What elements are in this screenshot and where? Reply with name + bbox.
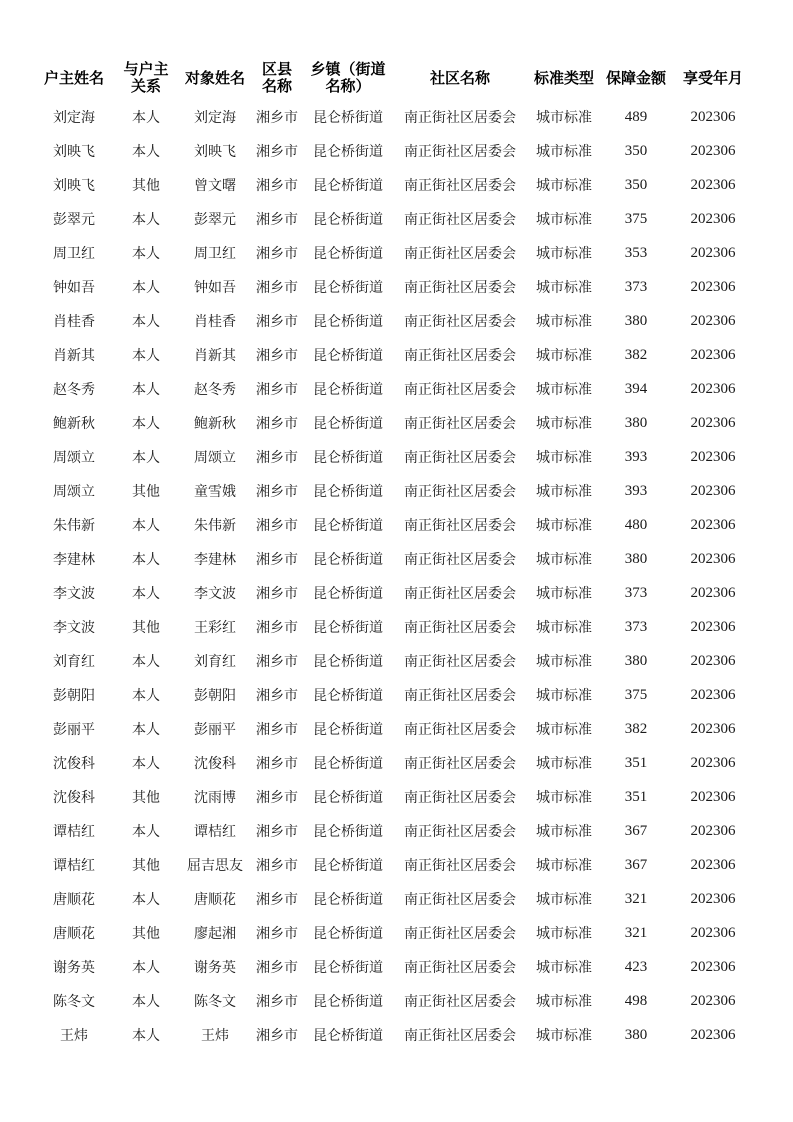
county-cell: 湘乡市 — [256, 348, 298, 364]
township-cell: 昆仑桥街道 — [313, 892, 383, 908]
household-head-cell: 李建林 — [53, 552, 95, 568]
county-cell: 湘乡市 — [256, 518, 298, 534]
household-head-cell: 肖新其 — [53, 348, 95, 364]
amount-cell: 489 — [624, 108, 648, 125]
table-row — [35, 814, 755, 848]
county-cell: 湘乡市 — [256, 212, 298, 228]
amount-cell: 350 — [624, 142, 648, 159]
recipient-name-cell: 陈冬文 — [194, 994, 236, 1010]
table-row — [35, 1018, 755, 1052]
standard-type-cell: 城市标准 — [536, 552, 592, 568]
community-cell: 南正街社区居委会 — [404, 518, 516, 534]
relation-cell: 本人 — [132, 212, 160, 228]
table-row — [35, 406, 755, 440]
recipient-name-cell: 王彩红 — [194, 620, 236, 636]
standard-type-cell: 城市标准 — [536, 926, 592, 942]
relation-cell: 本人 — [132, 552, 160, 568]
amount-cell: 367 — [624, 822, 648, 839]
recipient-name-cell: 李建林 — [194, 552, 236, 568]
amount-cell: 393 — [624, 482, 648, 499]
month-cell: 202306 — [690, 958, 736, 975]
table-row — [35, 338, 755, 372]
month-cell: 202306 — [690, 822, 736, 839]
table-row — [35, 168, 755, 202]
month-cell: 202306 — [690, 1026, 736, 1043]
month-cell: 202306 — [690, 890, 736, 907]
county-cell: 湘乡市 — [256, 314, 298, 330]
community-cell: 南正街社区居委会 — [404, 1028, 516, 1044]
recipient-name-cell: 刘定海 — [194, 110, 236, 126]
county-cell: 湘乡市 — [256, 858, 298, 874]
amount-cell: 321 — [624, 890, 648, 907]
household-head-cell: 刘育红 — [53, 654, 95, 670]
community-cell: 南正街社区居委会 — [404, 314, 516, 330]
relation-cell: 其他 — [132, 484, 160, 500]
header-recipient-name: 对象姓名 — [184, 68, 245, 87]
county-cell: 湘乡市 — [256, 110, 298, 126]
community-cell: 南正街社区居委会 — [404, 348, 516, 364]
month-cell: 202306 — [690, 482, 736, 499]
standard-type-cell: 城市标准 — [536, 858, 592, 874]
recipient-name-cell: 谢务英 — [194, 960, 236, 976]
standard-type-cell: 城市标准 — [536, 484, 592, 500]
relation-cell: 本人 — [132, 892, 160, 908]
county-cell: 湘乡市 — [256, 178, 298, 194]
township-cell: 昆仑桥街道 — [313, 960, 383, 976]
month-cell: 202306 — [690, 754, 736, 771]
household-head-cell: 李文波 — [53, 586, 95, 602]
table-row — [35, 202, 755, 236]
month-cell: 202306 — [690, 346, 736, 363]
month-cell: 202306 — [690, 550, 736, 567]
township-cell: 昆仑桥街道 — [313, 314, 383, 330]
month-cell: 202306 — [690, 142, 736, 159]
amount-cell: 393 — [624, 448, 648, 465]
household-head-cell: 刘映飞 — [53, 178, 95, 194]
community-cell: 南正街社区居委会 — [404, 994, 516, 1010]
recipient-name-cell: 赵冬秀 — [194, 382, 236, 398]
standard-type-cell: 城市标准 — [536, 212, 592, 228]
community-cell: 南正街社区居委会 — [404, 246, 516, 262]
standard-type-cell: 城市标准 — [536, 688, 592, 704]
county-cell: 湘乡市 — [256, 586, 298, 602]
township-cell: 昆仑桥街道 — [313, 1028, 383, 1044]
community-cell: 南正街社区居委会 — [404, 450, 516, 466]
county-cell: 湘乡市 — [256, 280, 298, 296]
table-row — [35, 134, 755, 168]
month-cell: 202306 — [690, 244, 736, 261]
table-row — [35, 508, 755, 542]
standard-type-cell: 城市标准 — [536, 892, 592, 908]
standard-type-cell: 城市标准 — [536, 416, 592, 432]
standard-type-cell: 城市标准 — [536, 790, 592, 806]
table-row — [35, 984, 755, 1018]
table-row — [35, 916, 755, 950]
township-cell: 昆仑桥街道 — [313, 416, 383, 432]
household-head-cell: 周颂立 — [53, 484, 95, 500]
table-row — [35, 100, 755, 134]
township-cell: 昆仑桥街道 — [313, 280, 383, 296]
relation-cell: 本人 — [132, 246, 160, 262]
amount-cell: 375 — [624, 686, 648, 703]
community-cell: 南正街社区居委会 — [404, 382, 516, 398]
table-row — [35, 746, 755, 780]
relation-cell: 本人 — [132, 824, 160, 840]
community-cell: 南正街社区居委会 — [404, 178, 516, 194]
recipient-name-cell: 彭朝阳 — [194, 688, 236, 704]
relation-cell: 本人 — [132, 314, 160, 330]
recipient-name-cell: 曾文曙 — [194, 178, 236, 194]
table-row — [35, 304, 755, 338]
standard-type-cell: 城市标准 — [536, 348, 592, 364]
table-body — [35, 100, 755, 1052]
household-head-cell: 谭桔红 — [53, 858, 95, 874]
community-cell: 南正街社区居委会 — [404, 858, 516, 874]
standard-type-cell: 城市标准 — [536, 1028, 592, 1044]
standard-type-cell: 城市标准 — [536, 314, 592, 330]
township-cell: 昆仑桥街道 — [313, 212, 383, 228]
household-head-cell: 彭朝阳 — [53, 688, 95, 704]
amount-cell: 380 — [624, 414, 648, 431]
county-cell: 湘乡市 — [256, 382, 298, 398]
header-household-head: 户主姓名 — [43, 68, 104, 87]
community-cell: 南正街社区居委会 — [404, 144, 516, 160]
standard-type-cell: 城市标准 — [536, 654, 592, 670]
recipient-name-cell: 童雪娥 — [194, 484, 236, 500]
household-head-cell: 李文波 — [53, 620, 95, 636]
amount-cell: 351 — [624, 788, 648, 805]
recipient-name-cell: 肖新其 — [194, 348, 236, 364]
county-cell: 湘乡市 — [256, 994, 298, 1010]
header-row — [35, 56, 755, 100]
month-cell: 202306 — [690, 924, 736, 941]
relation-cell: 本人 — [132, 586, 160, 602]
month-cell: 202306 — [690, 176, 736, 193]
amount-cell: 373 — [624, 278, 648, 295]
relation-cell: 其他 — [132, 620, 160, 636]
standard-type-cell: 城市标准 — [536, 586, 592, 602]
household-head-cell: 周颂立 — [53, 450, 95, 466]
county-cell: 湘乡市 — [256, 144, 298, 160]
household-head-cell: 沈俊科 — [53, 756, 95, 772]
month-cell: 202306 — [690, 414, 736, 431]
standard-type-cell: 城市标准 — [536, 756, 592, 772]
recipient-name-cell: 朱伟新 — [194, 518, 236, 534]
household-head-cell: 谭桔红 — [53, 824, 95, 840]
county-cell: 湘乡市 — [256, 790, 298, 806]
month-cell: 202306 — [690, 992, 736, 1009]
township-cell: 昆仑桥街道 — [313, 178, 383, 194]
township-cell: 昆仑桥街道 — [313, 654, 383, 670]
county-cell: 湘乡市 — [256, 552, 298, 568]
month-cell: 202306 — [690, 312, 736, 329]
amount-cell: 321 — [624, 924, 648, 941]
standard-type-cell: 城市标准 — [536, 994, 592, 1010]
standard-type-cell: 城市标准 — [536, 722, 592, 738]
county-cell: 湘乡市 — [256, 892, 298, 908]
amount-cell: 353 — [624, 244, 648, 261]
table-row — [35, 950, 755, 984]
relation-cell: 本人 — [132, 416, 160, 432]
amount-cell: 394 — [624, 380, 648, 397]
county-cell: 湘乡市 — [256, 450, 298, 466]
recipient-name-cell: 屈吉思友 — [187, 858, 243, 874]
relation-cell: 本人 — [132, 688, 160, 704]
relation-cell: 本人 — [132, 110, 160, 126]
amount-cell: 380 — [624, 1026, 648, 1043]
township-cell: 昆仑桥街道 — [313, 858, 383, 874]
header-community: 社区名称 — [429, 68, 490, 87]
relation-cell: 其他 — [132, 178, 160, 194]
household-head-cell: 谢务英 — [53, 960, 95, 976]
month-cell: 202306 — [690, 516, 736, 533]
month-cell: 202306 — [690, 108, 736, 125]
table-row — [35, 780, 755, 814]
community-cell: 南正街社区居委会 — [404, 620, 516, 636]
amount-cell: 351 — [624, 754, 648, 771]
community-cell: 南正街社区居委会 — [404, 892, 516, 908]
community-cell: 南正街社区居委会 — [404, 484, 516, 500]
household-head-cell: 刘映飞 — [53, 144, 95, 160]
table-row — [35, 678, 755, 712]
household-head-cell: 肖桂香 — [53, 314, 95, 330]
header-county: 区县 名称 — [261, 60, 292, 95]
household-head-cell: 沈俊科 — [53, 790, 95, 806]
county-cell: 湘乡市 — [256, 824, 298, 840]
relation-cell: 本人 — [132, 960, 160, 976]
relation-cell: 本人 — [132, 280, 160, 296]
month-cell: 202306 — [690, 584, 736, 601]
township-cell: 昆仑桥街道 — [313, 110, 383, 126]
township-cell: 昆仑桥街道 — [313, 144, 383, 160]
recipient-name-cell: 王炜 — [201, 1028, 229, 1044]
recipient-name-cell: 李文波 — [194, 586, 236, 602]
table-row — [35, 440, 755, 474]
relation-cell: 本人 — [132, 144, 160, 160]
county-cell: 湘乡市 — [256, 416, 298, 432]
month-cell: 202306 — [690, 380, 736, 397]
community-cell: 南正街社区居委会 — [404, 416, 516, 432]
amount-cell: 380 — [624, 652, 648, 669]
standard-type-cell: 城市标准 — [536, 246, 592, 262]
table-row — [35, 848, 755, 882]
standard-type-cell: 城市标准 — [536, 178, 592, 194]
relation-cell: 其他 — [132, 926, 160, 942]
amount-cell: 380 — [624, 312, 648, 329]
amount-cell: 375 — [624, 210, 648, 227]
community-cell: 南正街社区居委会 — [404, 756, 516, 772]
township-cell: 昆仑桥街道 — [313, 484, 383, 500]
township-cell: 昆仑桥街道 — [313, 926, 383, 942]
household-head-cell: 彭丽平 — [53, 722, 95, 738]
month-cell: 202306 — [690, 856, 736, 873]
header-township: 乡镇（街道 名称） — [310, 60, 386, 95]
relation-cell: 本人 — [132, 1028, 160, 1044]
household-head-cell: 唐顺花 — [53, 926, 95, 942]
county-cell: 湘乡市 — [256, 960, 298, 976]
county-cell: 湘乡市 — [256, 246, 298, 262]
recipient-name-cell: 沈雨博 — [194, 790, 236, 806]
community-cell: 南正街社区居委会 — [404, 280, 516, 296]
amount-cell: 373 — [624, 618, 648, 635]
assistance-roster-table — [35, 56, 755, 1052]
relation-cell: 本人 — [132, 994, 160, 1010]
table-row — [35, 236, 755, 270]
amount-cell: 423 — [624, 958, 648, 975]
recipient-name-cell: 彭丽平 — [194, 722, 236, 738]
standard-type-cell: 城市标准 — [536, 518, 592, 534]
amount-cell: 480 — [624, 516, 648, 533]
recipient-name-cell: 沈俊科 — [194, 756, 236, 772]
household-head-cell: 刘定海 — [53, 110, 95, 126]
township-cell: 昆仑桥街道 — [313, 552, 383, 568]
standard-type-cell: 城市标准 — [536, 620, 592, 636]
household-head-cell: 朱伟新 — [53, 518, 95, 534]
relation-cell: 其他 — [132, 790, 160, 806]
household-head-cell: 周卫红 — [53, 246, 95, 262]
month-cell: 202306 — [690, 720, 736, 737]
township-cell: 昆仑桥街道 — [313, 348, 383, 364]
standard-type-cell: 城市标准 — [536, 144, 592, 160]
relation-cell: 本人 — [132, 450, 160, 466]
relation-cell: 本人 — [132, 654, 160, 670]
recipient-name-cell: 肖桂香 — [194, 314, 236, 330]
community-cell: 南正街社区居委会 — [404, 960, 516, 976]
township-cell: 昆仑桥街道 — [313, 722, 383, 738]
community-cell: 南正街社区居委会 — [404, 654, 516, 670]
relation-cell: 本人 — [132, 518, 160, 534]
recipient-name-cell: 周颂立 — [194, 450, 236, 466]
county-cell: 湘乡市 — [256, 1028, 298, 1044]
county-cell: 湘乡市 — [256, 756, 298, 772]
recipient-name-cell: 刘育红 — [194, 654, 236, 670]
community-cell: 南正街社区居委会 — [404, 926, 516, 942]
recipient-name-cell: 鲍新秋 — [194, 416, 236, 432]
household-head-cell: 彭翠元 — [53, 212, 95, 228]
relation-cell: 本人 — [132, 382, 160, 398]
county-cell: 湘乡市 — [256, 926, 298, 942]
standard-type-cell: 城市标准 — [536, 824, 592, 840]
county-cell: 湘乡市 — [256, 722, 298, 738]
household-head-cell: 鲍新秋 — [53, 416, 95, 432]
recipient-name-cell: 钟如吾 — [194, 280, 236, 296]
township-cell: 昆仑桥街道 — [313, 382, 383, 398]
county-cell: 湘乡市 — [256, 688, 298, 704]
recipient-name-cell: 唐顺花 — [194, 892, 236, 908]
amount-cell: 350 — [624, 176, 648, 193]
standard-type-cell: 城市标准 — [536, 280, 592, 296]
recipient-name-cell: 谭桔红 — [194, 824, 236, 840]
header-amount: 保障金额 — [605, 68, 666, 87]
month-cell: 202306 — [690, 652, 736, 669]
community-cell: 南正街社区居委会 — [404, 722, 516, 738]
table-row — [35, 474, 755, 508]
township-cell: 昆仑桥街道 — [313, 790, 383, 806]
header-standard-type: 标准类型 — [533, 68, 594, 87]
county-cell: 湘乡市 — [256, 654, 298, 670]
township-cell: 昆仑桥街道 — [313, 994, 383, 1010]
township-cell: 昆仑桥街道 — [313, 620, 383, 636]
household-head-cell: 陈冬文 — [53, 994, 95, 1010]
standard-type-cell: 城市标准 — [536, 110, 592, 126]
recipient-name-cell: 周卫红 — [194, 246, 236, 262]
table-row — [35, 610, 755, 644]
table-row — [35, 542, 755, 576]
relation-cell: 其他 — [132, 858, 160, 874]
table-header — [35, 56, 755, 100]
relation-cell: 本人 — [132, 348, 160, 364]
month-cell: 202306 — [690, 448, 736, 465]
community-cell: 南正街社区居委会 — [404, 824, 516, 840]
table-row — [35, 372, 755, 406]
household-head-cell: 钟如吾 — [53, 280, 95, 296]
amount-cell: 367 — [624, 856, 648, 873]
table-row — [35, 882, 755, 916]
month-cell: 202306 — [690, 618, 736, 635]
township-cell: 昆仑桥街道 — [313, 824, 383, 840]
township-cell: 昆仑桥街道 — [313, 586, 383, 602]
community-cell: 南正街社区居委会 — [404, 552, 516, 568]
township-cell: 昆仑桥街道 — [313, 246, 383, 262]
township-cell: 昆仑桥街道 — [313, 518, 383, 534]
month-cell: 202306 — [690, 278, 736, 295]
community-cell: 南正街社区居委会 — [404, 688, 516, 704]
recipient-name-cell: 廖起湘 — [194, 926, 236, 942]
amount-cell: 498 — [624, 992, 648, 1009]
table-row — [35, 644, 755, 678]
community-cell: 南正街社区居委会 — [404, 212, 516, 228]
amount-cell: 373 — [624, 584, 648, 601]
county-cell: 湘乡市 — [256, 484, 298, 500]
recipient-name-cell: 刘映飞 — [194, 144, 236, 160]
standard-type-cell: 城市标准 — [536, 450, 592, 466]
community-cell: 南正街社区居委会 — [404, 110, 516, 126]
recipient-name-cell: 彭翠元 — [194, 212, 236, 228]
month-cell: 202306 — [690, 686, 736, 703]
household-head-cell: 赵冬秀 — [53, 382, 95, 398]
household-head-cell: 王炜 — [60, 1028, 88, 1044]
township-cell: 昆仑桥街道 — [313, 756, 383, 772]
county-cell: 湘乡市 — [256, 620, 298, 636]
header-relation: 与户主 关系 — [123, 60, 169, 95]
township-cell: 昆仑桥街道 — [313, 688, 383, 704]
amount-cell: 382 — [624, 346, 648, 363]
month-cell: 202306 — [690, 788, 736, 805]
community-cell: 南正街社区居委会 — [404, 586, 516, 602]
month-cell: 202306 — [690, 210, 736, 227]
table-row — [35, 270, 755, 304]
household-head-cell: 唐顺花 — [53, 892, 95, 908]
standard-type-cell: 城市标准 — [536, 960, 592, 976]
township-cell: 昆仑桥街道 — [313, 450, 383, 466]
amount-cell: 380 — [624, 550, 648, 567]
table-row — [35, 712, 755, 746]
relation-cell: 本人 — [132, 722, 160, 738]
standard-type-cell: 城市标准 — [536, 382, 592, 398]
amount-cell: 382 — [624, 720, 648, 737]
community-cell: 南正街社区居委会 — [404, 790, 516, 806]
table-row — [35, 576, 755, 610]
relation-cell: 本人 — [132, 756, 160, 772]
header-month: 享受年月 — [682, 68, 743, 87]
